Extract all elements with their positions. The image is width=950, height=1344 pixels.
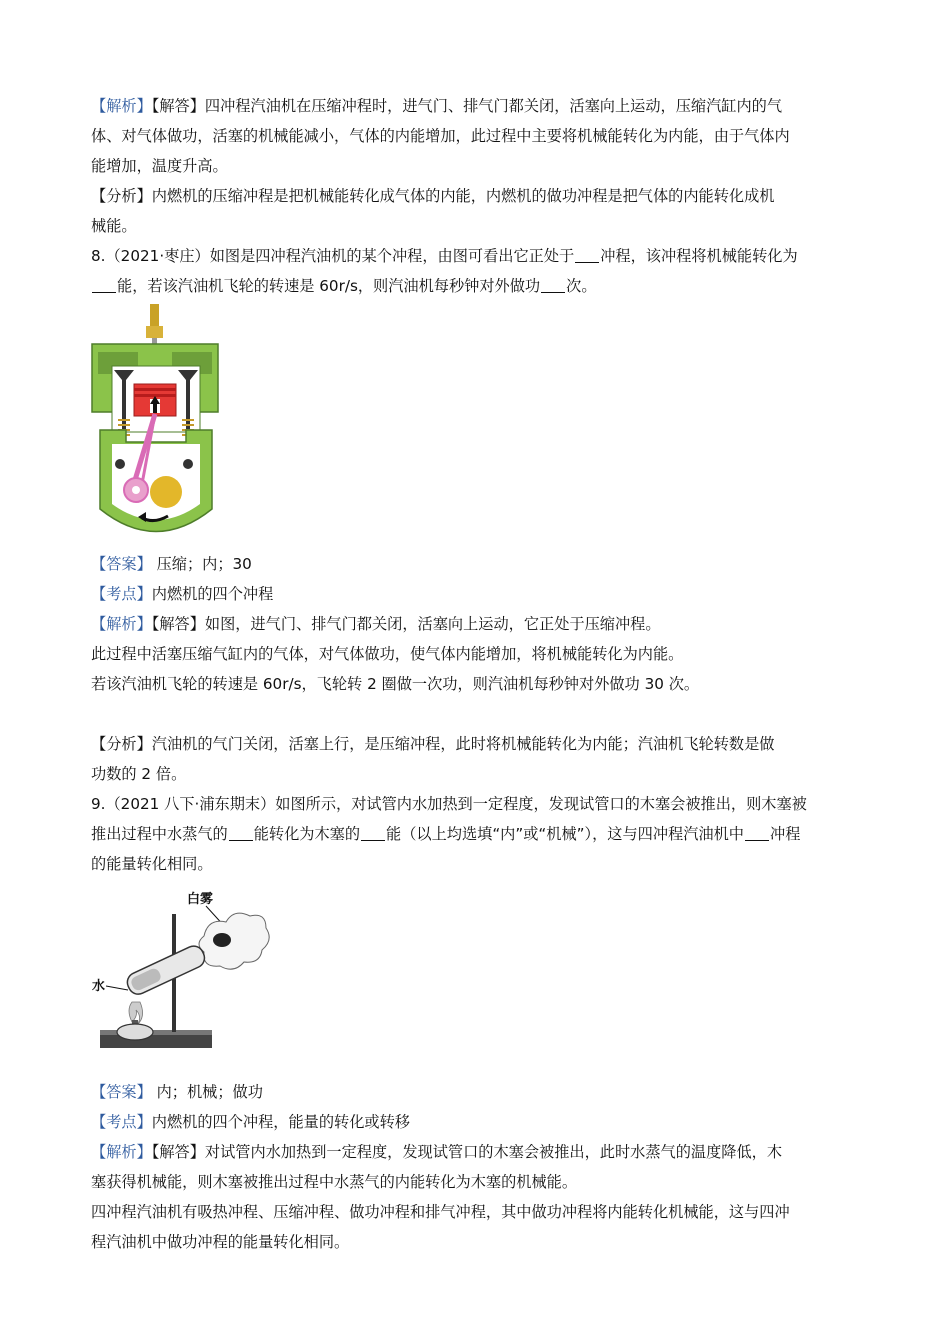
q8-analysis-2: 功数的 2 倍。 [91,765,187,783]
solution-tag: 【解答】 [151,97,205,115]
q8-analysis-1: 【分析】汽油机的气门关闭，活塞上行，是压缩冲程，此时将机械能转化为内能；汽油机飞轮转数是做 [91,735,775,753]
q9-explanation-3: 四冲程汽油机有吸热冲程、压缩冲程、做功冲程和排气冲程，其中做功冲程将内能转化机械能，这与四冲 [91,1203,790,1221]
q9-blank-1 [229,826,253,841]
alcohol-lamp-icon [117,1024,153,1040]
prev-explanation-line-1: 【解析】【解答】四冲程汽油机在压缩冲程时，进气门、排气门都关闭，活塞向上运动，压缩汽缸内的气 [91,97,783,115]
q9-explanation-1: 【解析】【解答】对试管内水加热到一定程度，发现试管口的木塞会被推出，此时水蒸气的温度降低，木 [91,1143,783,1161]
stand-base-icon [100,1034,212,1048]
explanation-tag: 【解析】 [91,97,152,115]
q9-answer: 【答案】 内；机械；做功 [91,1083,263,1101]
spark-plug-icon [150,304,159,326]
q8-blank-2 [92,278,116,293]
prev-analysis-line-2: 械能。 [91,217,137,235]
q9-stem-line-2: 推出过程中水蒸气的 能转化为木塞的 能（以上均选填“内”或“机械”），这与四冲程汽油机中 冲程 [91,825,801,843]
prev-explanation-line-3: 能增加，温度升高。 [91,157,228,175]
label-water: 水 [92,979,106,994]
prev-analysis-line-1: 【分析】内燃机的压缩冲程是把机械能转化成气体的内能，内燃机的做功冲程是把气体的内能转化成机 [91,187,775,205]
q8-blank-3 [541,278,565,293]
q8-explanation-3: 若该汽油机飞轮的转速是 60r/s，飞轮转 2 圈做一次功，则汽油机每秒钟对外做功 30 次。 [91,675,700,693]
q9-blank-3 [745,826,769,841]
cork-icon [213,933,231,947]
q9-stem-line-3: 的能量转化相同。 [91,855,213,873]
q8-blank-1 [575,248,599,263]
label-white-fog: 白雾 [187,892,214,907]
q8-answer: 【答案】 压缩；内；30 [91,555,252,573]
q9-explanation-2: 塞获得机械能，则木塞被推出过程中水蒸气的内能转化为木塞的机械能。 [91,1173,577,1191]
q8-stem-line-2: 能，若该汽油机飞轮的转速是 60r/s，则汽油机每秒钟对外做功 次。 [91,275,597,297]
q8-stem-line-1: 8.（2021·枣庄）如图是四冲程汽油机的某个冲程，由图可看出它正处于 冲程，该冲程将机械能转化为 [91,247,798,265]
engine-figure [90,304,222,542]
q8-explanation-1: 【解析】【解答】如图，进气门、排气门都关闭，活塞向上运动，它正处于压缩冲程。 [91,615,661,633]
steam-cloud-icon [199,913,269,969]
q9-blank-2 [361,826,385,841]
q9-topic: 【考点】内燃机的四个冲程，能量的转化或转移 [91,1113,410,1131]
q9-explanation-4: 程汽油机中做功冲程的能量转化相同。 [91,1233,350,1251]
test-tube-figure [90,884,270,1060]
flywheel-icon [150,476,182,508]
q8-topic: 【考点】内燃机的四个冲程 [91,585,274,603]
q8-explanation-2: 此过程中活塞压缩气缸内的气体，对气体做功，使气体内能增加，将机械能转化为内能。 [91,645,684,663]
q9-stem-line-1: 9.（2021 八下·浦东期末）如图所示，对试管内水加热到一定程度，发现试管口的木塞会被推出，则木塞被 [91,795,807,813]
prev-explanation-line-2: 体、对气体做功，活塞的机械能减小，气体的内能增加，此过程中主要将机械能转化为内能，由于气体内 [91,127,790,145]
